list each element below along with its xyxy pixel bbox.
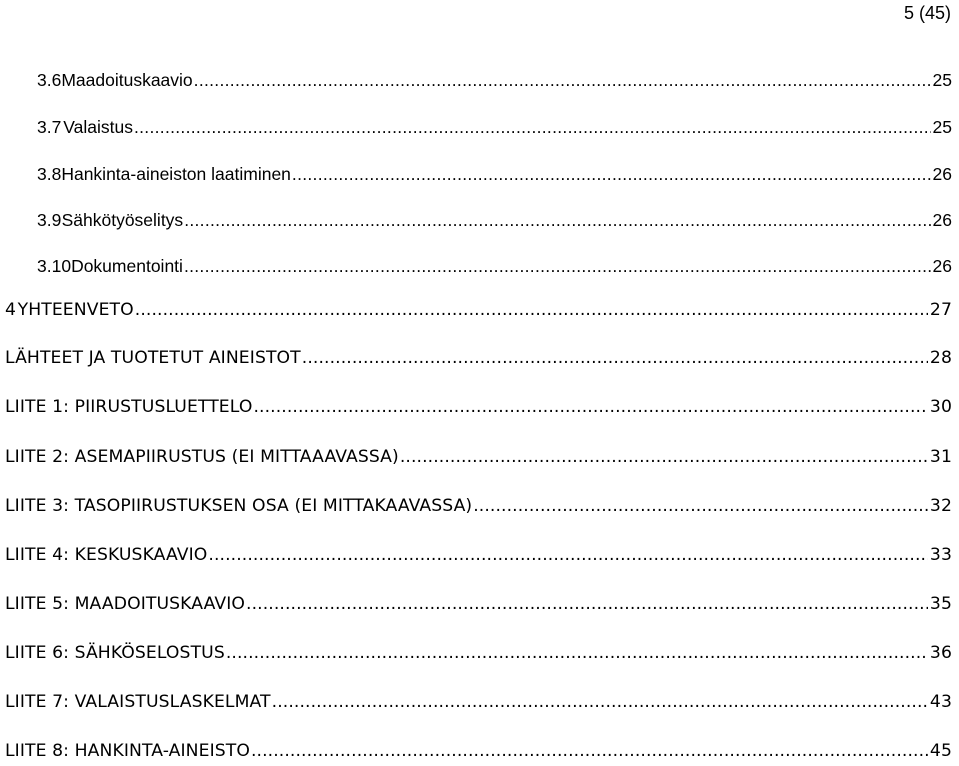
dot-leader bbox=[251, 741, 928, 761]
toc-entry-page: 36 bbox=[929, 643, 952, 663]
dot-leader bbox=[184, 210, 930, 231]
toc-entry-sources[interactable] bbox=[5, 348, 952, 372]
toc-entry-page: 45 bbox=[929, 741, 952, 761]
toc-entry-page: 43 bbox=[929, 692, 952, 712]
toc-entry-appendix-8[interactable] bbox=[5, 741, 952, 765]
toc-entry-3-6[interactable] bbox=[37, 70, 952, 94]
toc-entry-page: 28 bbox=[929, 348, 952, 368]
toc-entry-title: YHTEENVETO bbox=[17, 300, 134, 320]
toc-entry-3-7[interactable] bbox=[37, 117, 952, 141]
toc-entry-page: 25 bbox=[932, 117, 952, 137]
toc-entry-appendix-5[interactable] bbox=[5, 594, 952, 618]
toc-entry-number: 4 bbox=[5, 300, 17, 320]
dot-leader bbox=[194, 70, 931, 91]
dot-leader bbox=[184, 256, 931, 277]
toc-entry-appendix-2[interactable] bbox=[5, 447, 952, 471]
toc-entry-page: 25 bbox=[932, 70, 952, 90]
toc-entry-title: LIITE 6: SÄHKÖSELOSTUS bbox=[5, 643, 225, 663]
toc-entry-page: 26 bbox=[932, 210, 952, 230]
dot-leader bbox=[134, 117, 931, 138]
toc-entry-3-9[interactable] bbox=[37, 210, 952, 234]
toc-entry-appendix-1[interactable] bbox=[5, 397, 952, 421]
toc-entry-page: 31 bbox=[929, 447, 952, 467]
toc-entry-title: Valaistus bbox=[63, 117, 133, 137]
toc-entry-chapter-4[interactable] bbox=[5, 300, 952, 324]
dot-leader bbox=[246, 594, 928, 614]
toc-entry-title: LIITE 1: PIIRUSTUSLUETTELO bbox=[5, 397, 253, 417]
toc-entry-title: Hankinta-aineiston laatiminen bbox=[61, 164, 291, 184]
dot-leader bbox=[226, 643, 928, 663]
toc-entry-page: 27 bbox=[929, 300, 952, 320]
toc-entry-title: LIITE 4: KESKUSKAAVIO bbox=[5, 545, 208, 565]
dot-leader bbox=[135, 300, 928, 320]
toc-entry-title: LIITE 7: VALAISTUSLASKELMAT bbox=[5, 692, 271, 712]
toc-entry-title: LIITE 2: ASEMAPIIRUSTUS (EI MITTAAAVASSA) bbox=[5, 447, 399, 467]
toc-entry-number: 3.10 bbox=[37, 256, 72, 276]
page-number: 5 (45) bbox=[903, 3, 951, 23]
dot-leader bbox=[473, 496, 928, 516]
toc-entry-page: 32 bbox=[929, 496, 952, 516]
toc-entry-number: 3.6 bbox=[37, 70, 62, 90]
toc-entry-title: LÄHTEET JA TUOTETUT AINEISTOT bbox=[5, 348, 301, 368]
dot-leader bbox=[400, 447, 928, 467]
toc-entry-page: 26 bbox=[932, 256, 952, 276]
dot-leader bbox=[272, 692, 928, 712]
dot-leader bbox=[208, 545, 928, 565]
toc-entry-title: LIITE 8: HANKINTA-AINEISTO bbox=[5, 741, 250, 761]
toc-entry-page: 35 bbox=[929, 594, 952, 614]
toc-entry-number: 3.7 bbox=[37, 117, 62, 137]
toc-entry-number: 3.8 bbox=[37, 164, 62, 184]
toc-entry-appendix-6[interactable] bbox=[5, 643, 952, 667]
toc-entry-page: 33 bbox=[929, 545, 952, 565]
toc-entry-title: Dokumentointi bbox=[71, 256, 183, 276]
toc-entry-page: 26 bbox=[932, 164, 952, 184]
toc-entry-title: LIITE 3: TASOPIIRUSTUKSEN OSA (EI MITTAKAAVASSA) bbox=[5, 496, 473, 516]
toc-entry-3-8[interactable] bbox=[37, 164, 952, 188]
toc-entry-number: 3.9 bbox=[37, 210, 62, 230]
toc-entry-appendix-4[interactable] bbox=[5, 545, 952, 569]
dot-leader bbox=[253, 397, 927, 417]
toc-entry-appendix-7[interactable] bbox=[5, 692, 952, 716]
dot-leader bbox=[302, 348, 928, 368]
toc-entry-title: Maadoituskaavio bbox=[61, 70, 193, 90]
toc-entry-title: Sähkötyöselitys bbox=[61, 210, 184, 230]
toc-entry-title: LIITE 5: MAADOITUSKAAVIO bbox=[5, 594, 245, 614]
dot-leader bbox=[292, 164, 931, 185]
toc-entry-page: 30 bbox=[929, 397, 952, 417]
toc-entry-appendix-3[interactable] bbox=[5, 496, 952, 520]
toc-entry-3-10[interactable] bbox=[37, 256, 952, 280]
